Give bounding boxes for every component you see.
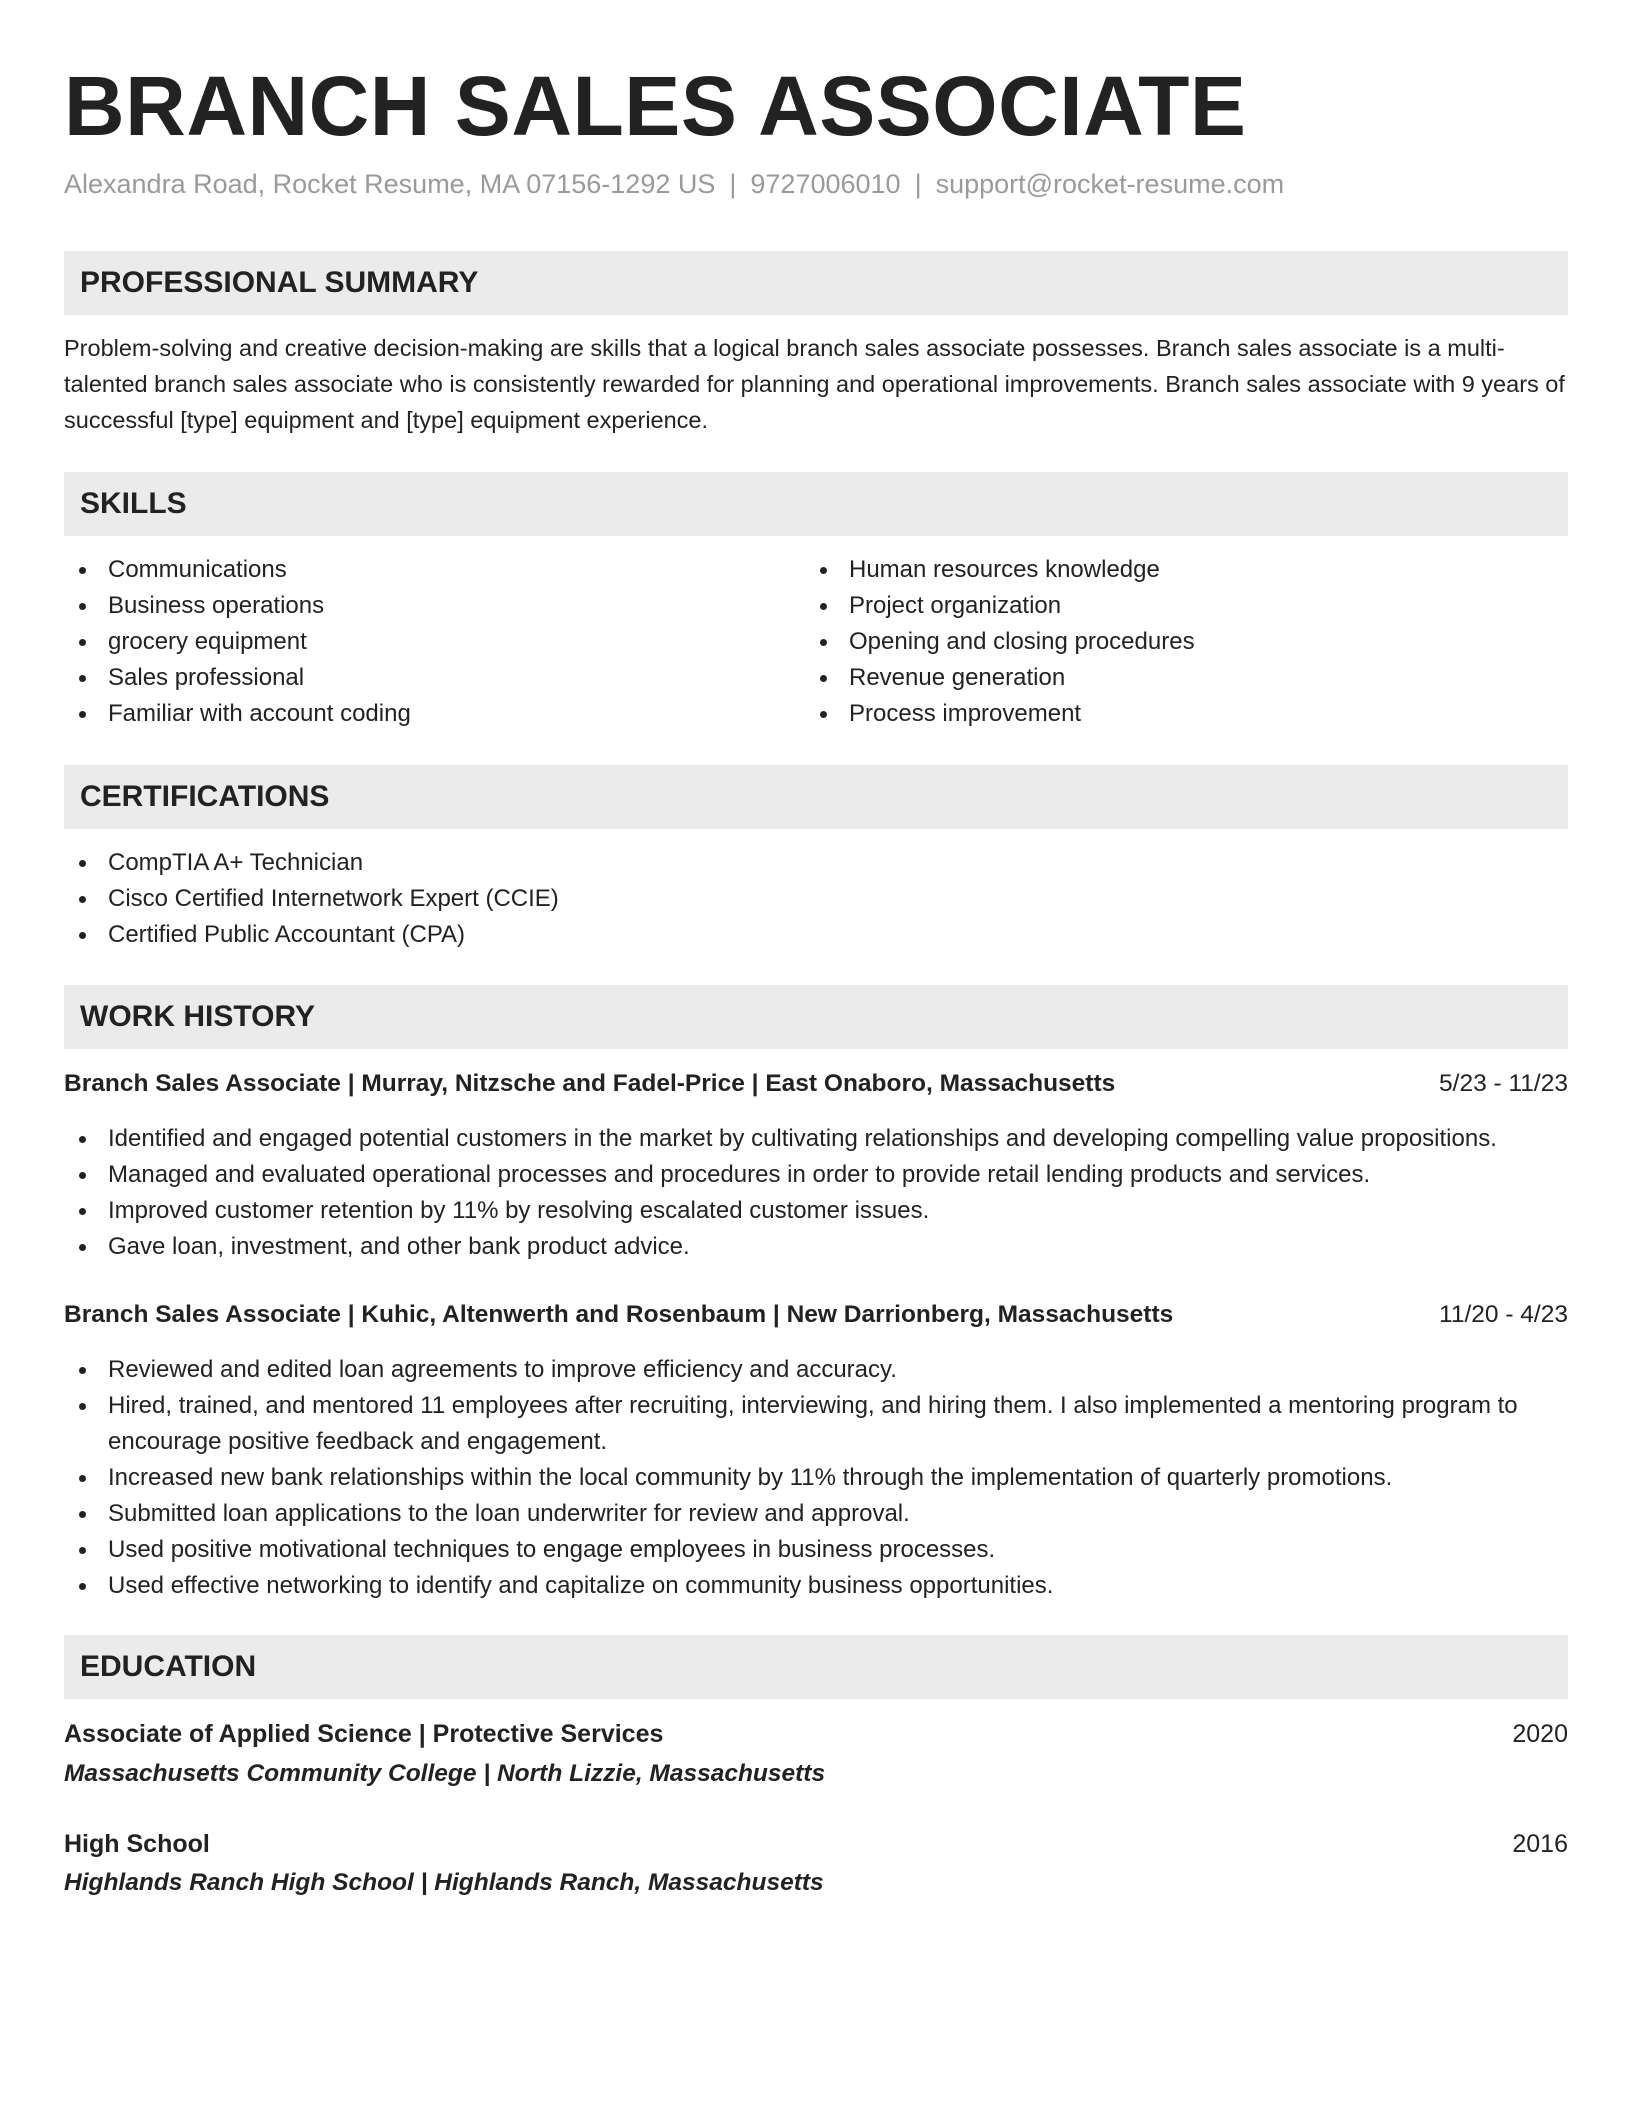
list-item: Cisco Certified Internetwork Expert (CCIE): [64, 881, 1568, 917]
list-item: Hired, trained, and mentored 11 employees after recruiting, interviewing, and hiring them. I also implemented a mentoring program to encourage positive feedback and engagement.: [64, 1388, 1568, 1460]
list-item: Business operations: [64, 588, 804, 624]
list-item: Improved customer retention by 11% by resolving escalated customer issues.: [64, 1193, 1568, 1229]
list-item: Sales professional: [64, 660, 804, 696]
list-item: Revenue generation: [805, 660, 1545, 696]
skills-right-column: [805, 552, 1545, 732]
list-item: Increased new bank relationships within the local community by 11% through the implementation of quarterly promotions.: [64, 1460, 1568, 1496]
graduation-year: 2020: [1512, 1720, 1568, 1748]
list-item: Reviewed and edited loan agreements to improve efficiency and accuracy.: [64, 1352, 1568, 1388]
section-title: EDUCATION: [80, 1650, 257, 1683]
list-item: Identified and engaged potential customers in the market by cultivating relationships and developing compelling value propositions.: [64, 1121, 1568, 1157]
certifications-list: [64, 845, 1568, 953]
contact-separator: |: [914, 169, 922, 199]
contact-phone: 9727006010: [750, 169, 901, 199]
list-item: Opening and closing procedures: [805, 624, 1545, 660]
contact-separator: |: [729, 169, 737, 199]
section-title: CERTIFICATIONS: [80, 780, 330, 813]
section-title: SKILLS: [80, 487, 187, 520]
section-header-skills: [64, 472, 1568, 536]
list-item: Used effective networking to identify and capitalize on community business opportunities.: [64, 1568, 1568, 1604]
skills-left-column: [64, 552, 804, 732]
list-item: Process improvement: [805, 696, 1545, 732]
degree: High School: [64, 1830, 210, 1858]
list-item: Gave loan, investment, and other bank product advice.: [64, 1229, 1568, 1265]
list-item: CompTIA A+ Technician: [64, 845, 1568, 881]
contact-email: support@rocket-resume.com: [935, 169, 1285, 199]
summary-text: Problem-solving and creative decision-making are skills that a logical branch sales associate possesses. Branch sales associate is a multi-talented branch sales associate who is consistently rewarded for planning and operational improvements. Branch sales associate with 9 years of successful [type] equipment and [type] equipment experience.: [64, 335, 1565, 433]
job-title: Branch Sales Associate | Kuhic, Altenwerth and Rosenbaum | New Darrionberg, Massachusetts: [64, 1301, 1174, 1328]
list-item: Used positive motivational techniques to engage employees in business processes.: [64, 1532, 1568, 1568]
section-header-certifications: [64, 765, 1568, 829]
list-item: grocery equipment: [64, 624, 804, 660]
list-item: Managed and evaluated operational processes and procedures in order to provide retail lending products and services.: [64, 1157, 1568, 1193]
list-item: Project organization: [805, 588, 1545, 624]
school-name: Massachusetts Community College | North Lizzie, Massachusetts: [64, 1760, 826, 1787]
job-bullets: [64, 1352, 1568, 1604]
degree: Associate of Applied Science | Protective Services: [64, 1720, 664, 1748]
list-item: Submitted loan applications to the loan underwriter for review and approval.: [64, 1496, 1568, 1532]
education-heading: [64, 1716, 1568, 1752]
job-dates: 11/20 - 4/23: [1439, 1301, 1568, 1328]
section-header-summary: [64, 251, 1568, 315]
graduation-year: 2016: [1512, 1830, 1568, 1858]
list-item: Human resources knowledge: [805, 552, 1545, 588]
section-title: WORK HISTORY: [80, 1000, 316, 1033]
list-item: Familiar with account coding: [64, 696, 804, 732]
list-item: Certified Public Accountant (CPA): [64, 917, 1568, 953]
job-heading: [64, 1297, 1568, 1333]
job-dates: 5/23 - 11/23: [1439, 1070, 1568, 1097]
list-item: Communications: [64, 552, 804, 588]
section-header-work-history: [64, 985, 1568, 1049]
contact-address: Alexandra Road, Rocket Resume, MA 07156-1292 US: [64, 169, 716, 199]
job-title: Branch Sales Associate | Murray, Nitzsche and Fadel-Price | East Onaboro, Massachusetts: [64, 1070, 1116, 1097]
school-name: Highlands Ranch High School | Highlands Ranch, Massachusetts: [64, 1869, 824, 1896]
job-bullets: [64, 1121, 1568, 1265]
section-title: PROFESSIONAL SUMMARY: [80, 266, 479, 299]
resume-title: BRANCH SALES ASSOCIATE: [64, 59, 1247, 153]
section-header-education: [64, 1635, 1568, 1699]
job-heading: [64, 1066, 1568, 1102]
education-heading: [64, 1826, 1568, 1862]
contact-line: [64, 166, 1284, 202]
